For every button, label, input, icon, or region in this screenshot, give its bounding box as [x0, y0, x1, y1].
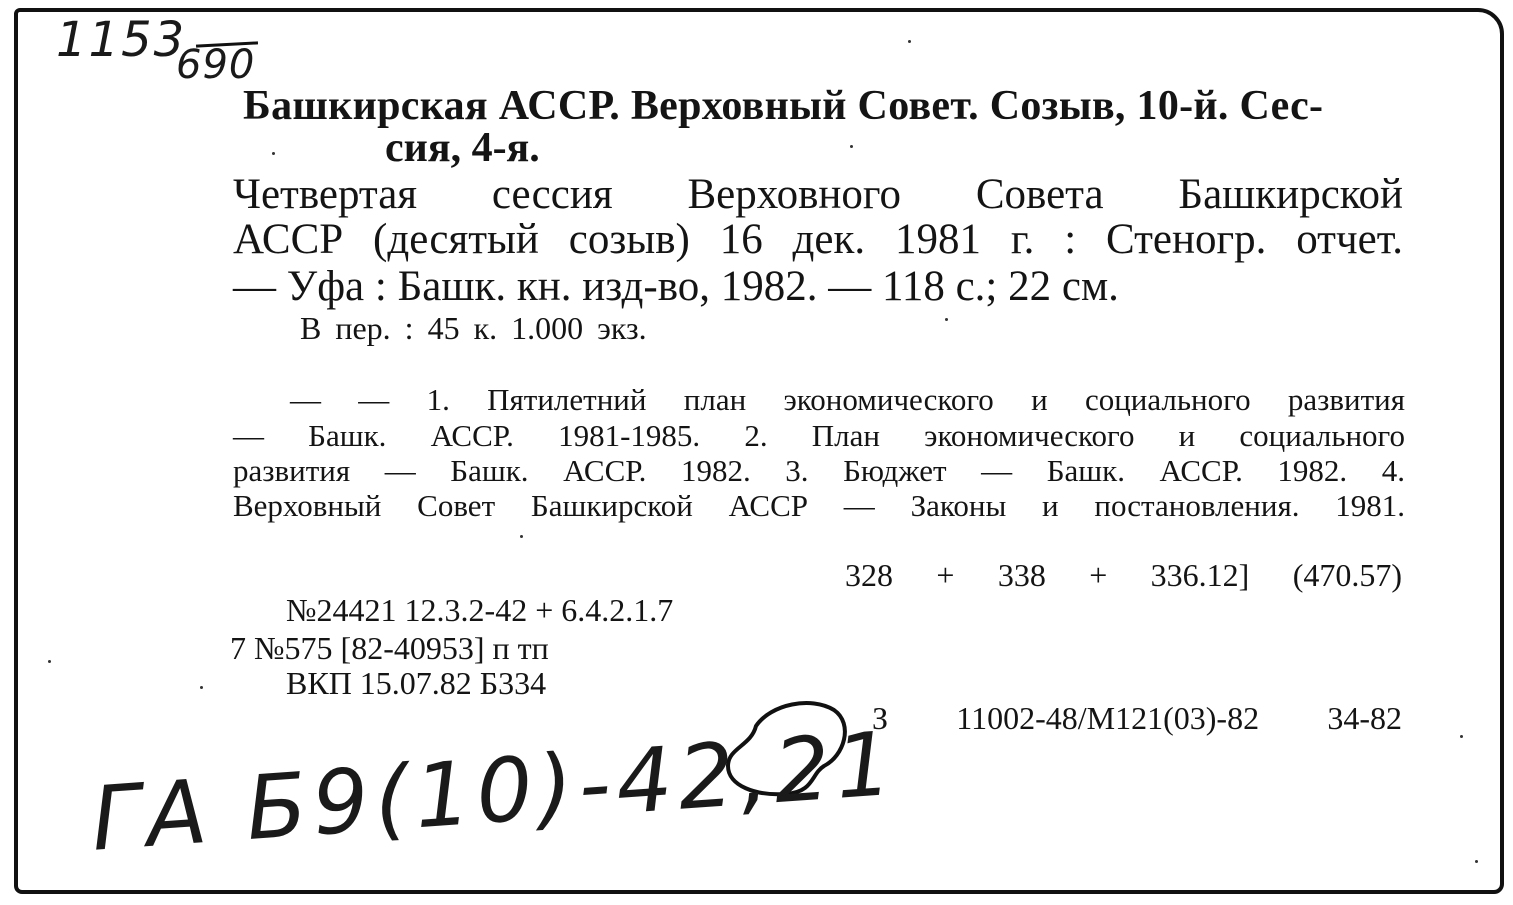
paper-speck: [272, 152, 275, 155]
book-code-line: З 11002-48/М121(03)-82 34-82: [872, 700, 1402, 736]
imprint-line: — Уфа : Башк. кн. изд-во, 1982. — 118 с.; 22 см.: [233, 263, 1119, 310]
paper-speck: [48, 660, 51, 663]
price-line: В пер. : 45 к. 1.000 экз.: [300, 310, 647, 346]
card-code-line: ВКП 15.07.82 Б334: [286, 665, 547, 701]
paper-speck: [908, 40, 911, 43]
paper-speck: [945, 318, 948, 321]
subject-heading-line: развития — Башк. АССР. 1982. 3. Бюджет — Башк. АССР. 1982. 4.: [233, 453, 1405, 488]
paper-speck: [1460, 735, 1463, 738]
card-heading: Башкирская АССР. Верховный Совет. Созыв, 10-й. Сес-: [243, 83, 1324, 129]
subject-heading-line: — — 1. Пятилетний план экономического и социального развития: [290, 382, 1405, 417]
title-line: АССР (десятый созыв) 16 дек. 1981 г. : Стеногр. отчет.: [233, 216, 1403, 263]
card-heading-continuation: сия, 4-я.: [385, 125, 540, 171]
subject-heading-line: — Башк. АССР. 1981-1985. 2. План экономического и социального: [233, 418, 1405, 453]
paper-speck: [200, 686, 203, 689]
handwritten-index-denominator: 690: [176, 42, 256, 88]
handwritten-shelf-mark: ГА Б9(10)-42,21: [88, 711, 902, 871]
subject-heading-line: Верховный Совет Башкирской АССР — Законы и постановления. 1981.: [233, 488, 1405, 523]
paper-speck: [1475, 860, 1478, 863]
card-code-line: №24421 12.3.2-42 + 6.4.2.1.7: [286, 592, 674, 628]
handwritten-index-number: 1153: [56, 12, 187, 68]
title-line: Четвертая сессия Верховного Совета Башкирской: [233, 171, 1403, 218]
paper-speck: [850, 145, 853, 148]
paper-speck: [520, 535, 523, 538]
classification-index: 328 + 338 + 336.12] (470.57): [845, 557, 1402, 593]
card-code-line: 7 №575 [82-40953] п тп: [230, 630, 549, 666]
